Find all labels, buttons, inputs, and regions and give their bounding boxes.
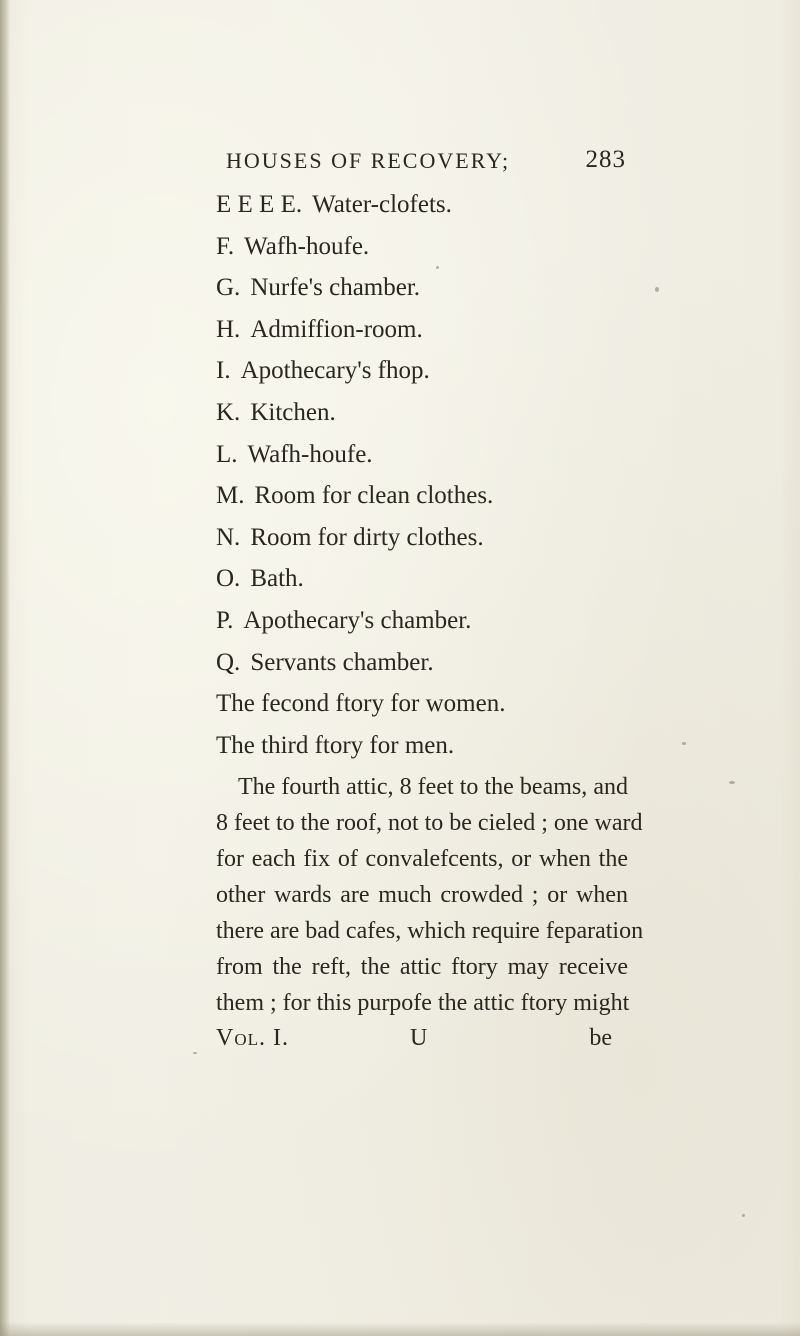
legend-text: Bath. — [250, 565, 304, 593]
second-story-line: The fecond ftory for women. — [216, 690, 506, 717]
legend-key: P. — [216, 606, 234, 634]
legend-item — [216, 392, 636, 434]
legend-text: Wafh-houfe. — [247, 440, 373, 468]
attic-paragraph — [216, 769, 644, 1021]
legend-item — [216, 267, 636, 309]
legend-key: G. — [216, 274, 241, 302]
legend-text: Water-clofets. — [312, 191, 452, 218]
legend-text: Apothecary's chamber. — [243, 606, 472, 634]
paper-speck — [742, 1214, 745, 1217]
legend-text: Kitchen. — [250, 398, 336, 426]
page-header — [226, 148, 626, 182]
legend-item — [216, 309, 636, 351]
legend-item — [216, 434, 636, 476]
page-binding-edge — [0, 0, 10, 1336]
legend-key: H. — [216, 315, 241, 343]
legend-text: Servants chamber. — [250, 648, 434, 676]
legend-text: Room for dirty clothes. — [250, 523, 484, 551]
legend-item — [216, 558, 636, 600]
paragraph-line: other wards are much crowded ; or when — [216, 882, 628, 908]
legend-item — [216, 184, 636, 226]
legend-key: K. — [216, 398, 241, 426]
legend-key: E E E E. — [216, 191, 303, 218]
paragraph-line: The fourth attic, 8 feet to the beams, and — [238, 774, 628, 800]
legend-text: Room for clean clothes. — [254, 482, 494, 510]
catchword: be — [589, 1025, 612, 1051]
paragraph-line: them ; for this purpofe the attic ftory might — [216, 990, 630, 1016]
paper-speck — [655, 287, 659, 292]
legend-text: Apothecary's fhop. — [240, 357, 430, 385]
legend-key: F. — [216, 232, 235, 260]
legend-text: Admiffion-room. — [250, 315, 423, 343]
legend-key: Q. — [216, 648, 241, 676]
page-number: 283 — [585, 146, 626, 173]
legend-item — [216, 600, 636, 642]
legend-item — [216, 475, 636, 517]
legend-item — [216, 350, 636, 392]
page-bottom-edge — [0, 1322, 800, 1336]
signature-mark: U — [410, 1025, 428, 1051]
third-story-line: The third ftory for men. — [216, 732, 455, 759]
running-head: HOUSES OF RECOVERY; — [226, 148, 511, 173]
paragraph-line: for each fix of convalefcents, or when the — [216, 846, 628, 872]
paragraph-line: 8 feet to the roof, not to be cieled ; one ward — [216, 810, 643, 836]
page-footer — [216, 1025, 616, 1059]
legend-key: M. — [216, 482, 245, 510]
paragraph-line: there are bad cafes, which require feparation — [216, 918, 644, 944]
legend-key: N. — [216, 523, 241, 551]
plan-legend-list — [216, 184, 636, 683]
legend-text: Nurfe's chamber. — [250, 274, 421, 302]
legend-item — [216, 517, 636, 559]
legend-text: Wafh-houfe. — [244, 232, 370, 260]
legend-key: O. — [216, 565, 241, 593]
legend-key: L. — [216, 440, 238, 468]
legend-item — [216, 642, 636, 684]
legend-item — [216, 226, 636, 268]
legend-key: I. — [216, 357, 231, 385]
paper-speck — [682, 742, 686, 745]
volume-label: Vol. I. — [216, 1025, 289, 1051]
paragraph-line: from the reft, the attic ftory may receive — [216, 954, 628, 980]
paper-speck — [193, 1052, 197, 1054]
paper-speck — [729, 781, 735, 784]
